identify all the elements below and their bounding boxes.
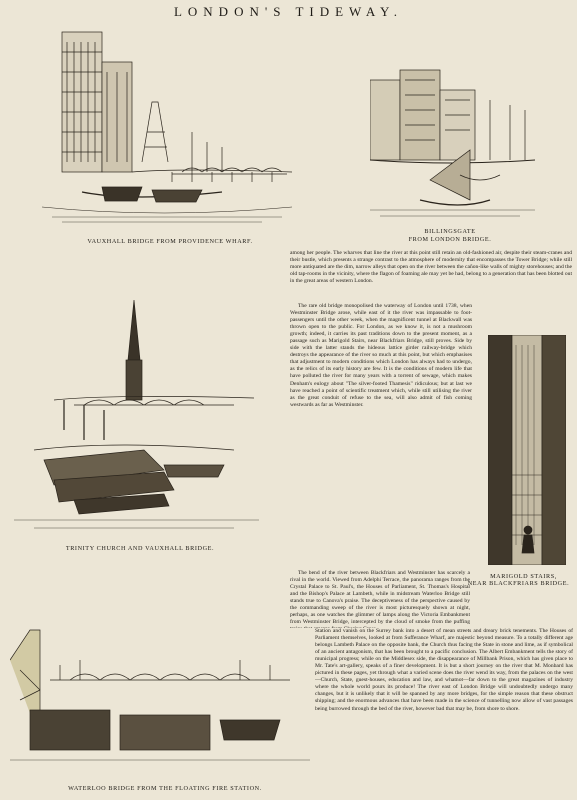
vauxhall-wharf-illustration	[42, 22, 292, 232]
article-paragraph-3: The bend of the river between Blackfriars and Westminster has scarcely a rival in the world. Viewed from Adelphi Terrace, the panorama ranges from the Crystal Palace to St. Paul's, the Houses of Parliament, St. Thomas's Hospital and the Bishop's Palace at Lambeth, while in midstream Waterloo Bridge still stands true to Canova's praise. The deceptiveness of the perspective caused by the commanding sweep of the river is most picturesquely shown at night, perhaps, as one watches the glimmer of lamps along the Victoria Embankment from Westminster Bridge, intercepted by the cloud of smoke from the puffing	[290, 570, 470, 626]
article-column-middle	[290, 303, 472, 571]
article-column-lower	[290, 570, 470, 628]
waterloo-bridge-engraving	[10, 620, 310, 770]
article-paragraph-2: The rare old bridge monopolised the waterway of London until 1738, when Westminster Bridge arose, while east of it the river was impassable to foot-passengers until the other week, when the magnificent tunnel at Blackwall was thrown open to the public. For London, as we know it, is not a mushroom growth; indeed, it carries its past traditions down to the present moment, as a passage such as Marigold Stairs, near Blackfriars Bridge, still proves. Side by side with the latter stands the hideous lattice girder railway-bridge which destroys the appearance of the river so much at this point, but which emphasises that adjustment to modern conditions which London has always had to undergo, as the relics of its early history are few. It is the conditions of modern life that have polluted the river for many years with a torrent of sewage, which makes Denham's eulogy about "The silver-footed Thamesis" ridiculous; but at last we have reached a point of scientific treatment which, while still utilising the river as the great conduit of refuse to the sea, will also admit of fish coming westwards as far as Westminster.	[290, 303, 472, 408]
marigold-stairs-caption-line2: NEAR BLACKFRIARS BRIDGE.	[467, 580, 570, 587]
billingsgate-caption-line1: BILLINGSGATE	[424, 228, 476, 235]
waterloo-bridge-caption: WATERLOO BRIDGE FROM THE FLOATING FIRE STATION.	[68, 785, 262, 792]
article-column-top	[290, 250, 572, 300]
vauxhall-wharf-caption: VAUXHALL BRIDGE FROM PROVIDENCE WHARF.	[87, 238, 253, 245]
article-paragraph-1: among her people. The wharves that line the river at this point still retain an old-fashioned air, despite their steam-cranes and their bustle, which presents a strange contrast to the atmosphere of modernity that encompasses the Tower Bridge; while still more antiquated are the dim, narrow alleys that open on the river between the cañon-like walls of mighty storehouses; and the old tap-rooms in the vicinity, where the flagon of foaming ale may yet be had, belong to a generation that has been blotted out in the great areas of western London.	[290, 250, 572, 285]
article-paragraph-4: Station and vanish on the Surrey bank into a desert of mean streets and dreary brick tenements. The Houses of Parliament themselves, looked at from Sufferance Wharf, are majestic beyond measure. To a totally different age belongs Lambeth Palace on the opposite bank, the Church thus facing the State in stone and lime, as if symbolical of an ancient antagonism, that has been brought to a pacific conclusion. The Albert Embankment tells the story of municipal progress; while on the Middlesex side, the disappearance of Millbank Prison, which has given place to Mr. Tate's art-gallery, speaks of a finer development. It is but a short journey on the river that M. Monbard has pictured in these pages, yet through what a varied scene does the river wend its way, from the palaces on the west—Church, State, guest-houses, education and law, and whatnot—far down to the great magazines of industry where the whole world pours its produce! The river east of London Bridge will undoubtedly undergo many changes, but it is unlikely that it will be spanned by any more bridges, for the simple reason that these obstruct shipping; and the enormous advances that have been made in the science of tunnelling now allow of vast passages being burrowed through the bed of the river, however bad that may be, from shore to shore.	[315, 628, 573, 712]
article-column-bottom	[315, 628, 573, 798]
marigold-stairs-illustration	[488, 335, 566, 565]
billingsgate-illustration	[370, 60, 535, 222]
billingsgate-engraving	[370, 60, 535, 222]
waterloo-bridge-illustration	[10, 620, 310, 770]
trinity-church-engraving	[14, 290, 259, 540]
trinity-church-caption: TRINITY CHURCH AND VAUXHALL BRIDGE.	[65, 545, 215, 552]
marigold-stairs-caption-line1: MARIGOLD STAIRS,	[490, 573, 557, 580]
billingsgate-caption-line2: FROM LONDON BRIDGE.	[408, 236, 492, 243]
marigold-stairs-engraving	[488, 335, 566, 565]
trinity-church-illustration	[14, 290, 259, 540]
vauxhall-wharf-engraving	[42, 22, 292, 232]
page-title: LONDON'S TIDEWAY.	[173, 4, 404, 19]
